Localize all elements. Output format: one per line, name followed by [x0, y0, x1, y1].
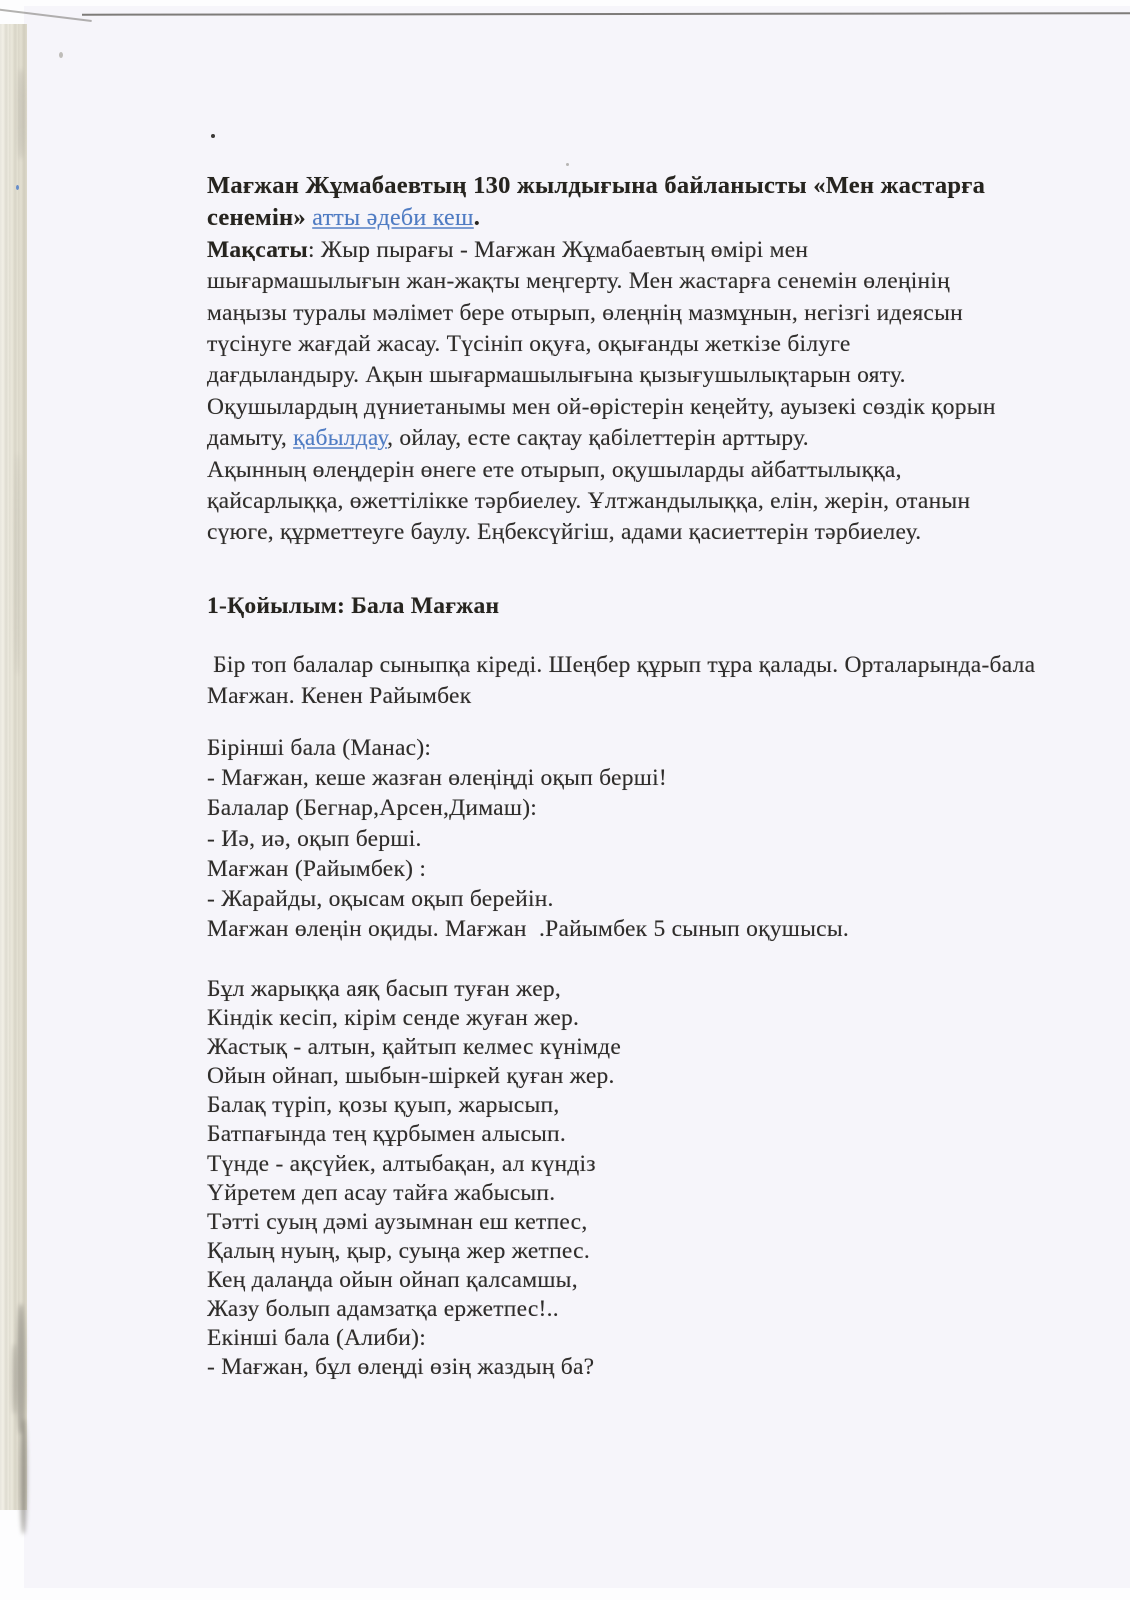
- text-line: [207, 854, 1102, 884]
- scan-smudge: [18, 69, 24, 159]
- text-segment: Бір топ балалар сыныпқа кіреді. Шеңбер құрып тұра қалады. Орталарында-бала: [207, 652, 1036, 678]
- text-segment: Ойын ойнап, шыбын-шіркей қуған жер.: [207, 1063, 615, 1090]
- text-line: [207, 650, 1102, 681]
- text-segment: Жастық - алтын, қайтып келмес күнімде: [207, 1034, 622, 1061]
- intro-paragraph: [207, 170, 1102, 549]
- scan-smudge: [20, 1419, 27, 1534]
- text-segment: Мағжан. Кенен Райымбек: [207, 683, 472, 709]
- hyperlink[interactable]: қабылдау: [293, 425, 388, 452]
- scan-smudge: [15, 454, 20, 674]
- text-line: [207, 486, 1102, 517]
- scene-description: [207, 650, 1102, 712]
- text-segment: Екінші бала (Алиби):: [207, 1325, 426, 1352]
- text-segment: Оқушылардың дүниетанымы мен ой-өрістерін кеңейту, ауызекі сөздік қорын: [207, 393, 996, 420]
- text-segment: қайсарлыққа, өжеттілікке тәрбиелеу. Ұлтжандылыққа, елін, жерін, отанын: [207, 488, 971, 515]
- text-line: [207, 360, 1102, 391]
- text-line: [207, 1208, 1102, 1237]
- dialog: [207, 733, 1102, 944]
- text-line: [207, 392, 1102, 423]
- text-line: [207, 591, 1102, 622]
- text-segment: - Жарайды, оқысам оқып берейін.: [207, 886, 554, 913]
- text-line: [207, 1324, 1102, 1353]
- text-line: [207, 681, 1102, 712]
- scan-top-edge: [82, 12, 1130, 15]
- scan-smudge: [12, 1344, 17, 1414]
- text-segment: - Мағжан, кеше жазған өлеңіңді оқып берші!: [207, 765, 667, 792]
- text-line: [207, 202, 1102, 234]
- text-line: [207, 763, 1102, 793]
- text-segment: Тәтті суың дәмі аузымнан еш кетпес,: [207, 1208, 588, 1235]
- text-segment: Бұл жарыққа аяқ басып туған жер,: [207, 976, 561, 1002]
- text-line: [207, 1266, 1102, 1295]
- text-line: [207, 733, 1102, 763]
- text-line: [207, 884, 1102, 914]
- text-segment: маңызы туралы мәлімет бере отырып, өлеңнің мазмұнын, негізгі идеясын: [207, 299, 963, 326]
- text-line: [207, 329, 1102, 360]
- text-line: [207, 170, 1102, 202]
- text-segment: Үйретем деп асау тайға жабысып.: [207, 1179, 556, 1206]
- text-segment: Балалар (Бегнар,Арсен,Димаш):: [207, 795, 538, 822]
- text-line: [207, 235, 1102, 266]
- ink-speck: [566, 163, 569, 166]
- text-segment: Мақсаты: [207, 236, 308, 263]
- ink-speck: [59, 52, 63, 58]
- scene-heading: [207, 591, 1102, 622]
- ink-speck: [16, 185, 19, 190]
- text-line: [207, 298, 1102, 329]
- text-line: [207, 824, 1102, 854]
- text-segment: Бірінші бала (Манас):: [207, 735, 432, 761]
- text-line: [207, 455, 1102, 486]
- text-segment: дағдыландыру. Ақын шығармашылығына қызығушылықтарын ояту.: [207, 362, 906, 389]
- text-line: [207, 1179, 1102, 1208]
- text-line: [207, 1120, 1102, 1149]
- text-segment: Мағжан (Райымбек) :: [207, 855, 427, 882]
- text-line: [207, 793, 1102, 823]
- text-segment: Кіндік кесіп, кірім сенде жуған жер.: [207, 1005, 580, 1032]
- text-line: [207, 423, 1102, 454]
- text-line: [207, 1295, 1102, 1324]
- text-segment: , ойлау, есте сақтау қабілеттерін арттыру.: [387, 425, 809, 452]
- text-line: [207, 517, 1102, 548]
- text-segment: Мағжан өлеңін оқиды. Мағжан .Райымбек 5 сынып оқушысы.: [207, 916, 850, 943]
- text-segment: сенемін»: [207, 204, 313, 232]
- text-line: [207, 975, 1102, 1004]
- ink-speck: [211, 134, 215, 138]
- text-segment: Кең далаңда ойын ойнап қалсамшы,: [207, 1266, 578, 1293]
- text-segment: Қалың нуың, қыр, суыңа жер жетпес.: [207, 1237, 590, 1264]
- text-segment: Жазу болып адамзатқа ержетпес!..: [207, 1296, 559, 1323]
- text-line: [207, 1062, 1102, 1091]
- scan-binding-edge: [0, 24, 27, 1510]
- text-segment: - Мағжан, бұл өлеңді өзің жаздың ба?: [207, 1354, 595, 1381]
- text-segment: Түнде - ақсүйек, алтыбақан, ал күндіз: [207, 1150, 596, 1177]
- text-line: [207, 914, 1102, 944]
- text-line: [207, 1004, 1102, 1033]
- text-segment: түсінуге жағдай жасау. Түсініп оқуға, оқығанды жеткізе білуге: [207, 331, 851, 358]
- text-line: [207, 1091, 1102, 1120]
- text-line: [207, 1150, 1102, 1179]
- text-line: [207, 1033, 1102, 1062]
- scan-smudge: [17, 1304, 25, 1434]
- text-segment: .: [473, 204, 481, 232]
- text-segment: Мағжан Жұмабаевтың 130 жылдығына байланысты «Мен жастарға: [207, 172, 986, 199]
- text-segment: Балақ түріп, қозы қуып, жарысып,: [207, 1092, 560, 1119]
- text-segment: 1-Қойылым: Бала Мағжан: [207, 593, 500, 619]
- text-line: [207, 1353, 1102, 1382]
- text-line: [207, 1237, 1102, 1266]
- text-segment: дамыту,: [207, 425, 294, 452]
- text-line: [207, 266, 1102, 297]
- text-segment: Батпағында тең құрбымен алысып.: [207, 1121, 566, 1148]
- text-segment: : Жыр пырағы - Мағжан Жұмабаевтың өмірі мен: [307, 236, 809, 263]
- text-segment: - Иә, иә, оқып берші.: [207, 825, 422, 852]
- text-segment: Ақынның өлеңдерін өнеге ете отырып, оқушыларды айбаттылыққа,: [207, 456, 902, 483]
- poem: [207, 975, 1102, 1382]
- text-segment: шығармашылығын жан-жақты меңгерту. Мен жастарға сенемін өлеңінің: [207, 268, 950, 295]
- hyperlink[interactable]: атты әдеби кеш: [312, 205, 474, 232]
- text-segment: сүюге, құрметтеуге баулу. Еңбексүйгіш, адами қасиеттерін тәрбиелеу.: [207, 519, 922, 546]
